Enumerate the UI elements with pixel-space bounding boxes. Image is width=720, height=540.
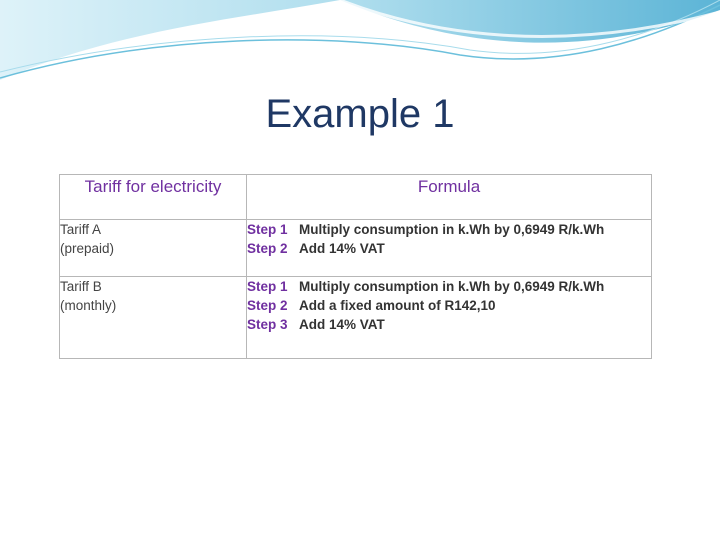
tariff-type: (monthly)	[60, 298, 117, 313]
tariff-table	[59, 174, 652, 359]
step-text: Add a fixed amount of R142,10	[299, 298, 496, 313]
header-wave-decoration	[0, 0, 720, 90]
table-row	[60, 220, 652, 277]
formula-step	[247, 277, 651, 296]
table-header-row	[60, 175, 652, 220]
formula-step	[247, 296, 651, 315]
step-text: Add 14% VAT	[299, 241, 385, 256]
slide-title: Example 1	[265, 92, 455, 136]
formula-step	[247, 315, 651, 334]
formula-cell	[247, 220, 652, 277]
formula-cell	[247, 277, 652, 359]
step-label: Step 3	[247, 317, 288, 332]
tariff-name: Tariff B	[60, 279, 102, 294]
header-tariff: Tariff for electricity	[60, 175, 247, 220]
step-label: Step 2	[247, 298, 288, 313]
step-text: Add 14% VAT	[299, 317, 385, 332]
table-row	[60, 277, 652, 359]
step-text: Multiply consumption in k.Wh by 0,6949 R/k.Wh	[299, 279, 605, 294]
step-label: Step 1	[247, 279, 288, 294]
tariff-cell	[60, 220, 247, 277]
step-text: Multiply consumption in k.Wh by 0,6949 R/k.Wh	[299, 222, 605, 237]
step-label: Step 1	[247, 222, 288, 237]
step-label: Step 2	[247, 241, 288, 256]
tariff-cell	[60, 277, 247, 359]
tariff-name: Tariff A	[60, 222, 102, 237]
formula-step	[247, 220, 651, 239]
formula-step	[247, 239, 651, 258]
header-formula: Formula	[247, 175, 652, 220]
tariff-type: (prepaid)	[60, 241, 115, 256]
